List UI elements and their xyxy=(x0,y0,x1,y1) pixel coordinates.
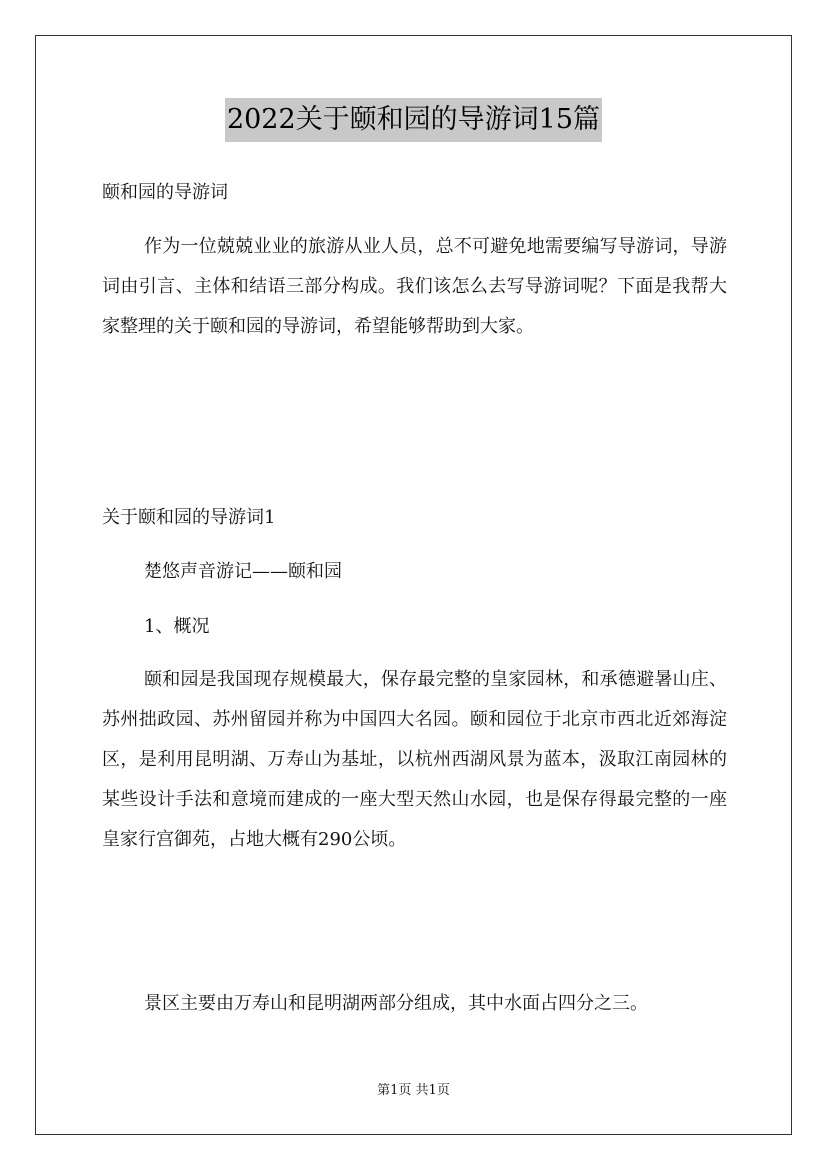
article-heading: 关于颐和园的导游词1 xyxy=(102,507,276,528)
document-title: 2022关于颐和园的导游词15篇 xyxy=(225,98,602,142)
overview-heading: 1、概况 xyxy=(144,616,210,637)
page-footer: 第1页 共1页 xyxy=(377,1083,450,1098)
section-heading: 颐和园的导游词 xyxy=(102,182,228,203)
scenic-paragraph: 景区主要由万寿山和昆明湖两部分组成，其中水面占四分之三。 xyxy=(144,993,648,1014)
intro-paragraph: 作为一位兢兢业业的旅游从业人员，总不可避免地需要编写导游词，导游词由引言、主体和结语三部分构成。我们该怎么去写导游词呢？下面是我帮大家整理的关于颐和园的导游词，希望能够帮助到大家。 xyxy=(102,236,727,337)
overview-paragraph: 颐和园是我国现存规模最大，保存最完整的皇家园林，和承德避暑山庄、苏州拙政园、苏州留园并称为中国四大名园。颐和园位于北京市西北近郊海淀区，是利用昆明湖、万寿山为基址，以杭州西湖风景为蓝本，汲取江南园林的某些设计手法和意境而建成的一座大型天然山水园，也是保存得最完整的一座皇家行宫御苑，占地大概有290公顷。 xyxy=(102,669,727,850)
document-title-wrap xyxy=(0,98,827,142)
article-subtitle: 楚悠声音游记——颐和园 xyxy=(144,561,342,582)
